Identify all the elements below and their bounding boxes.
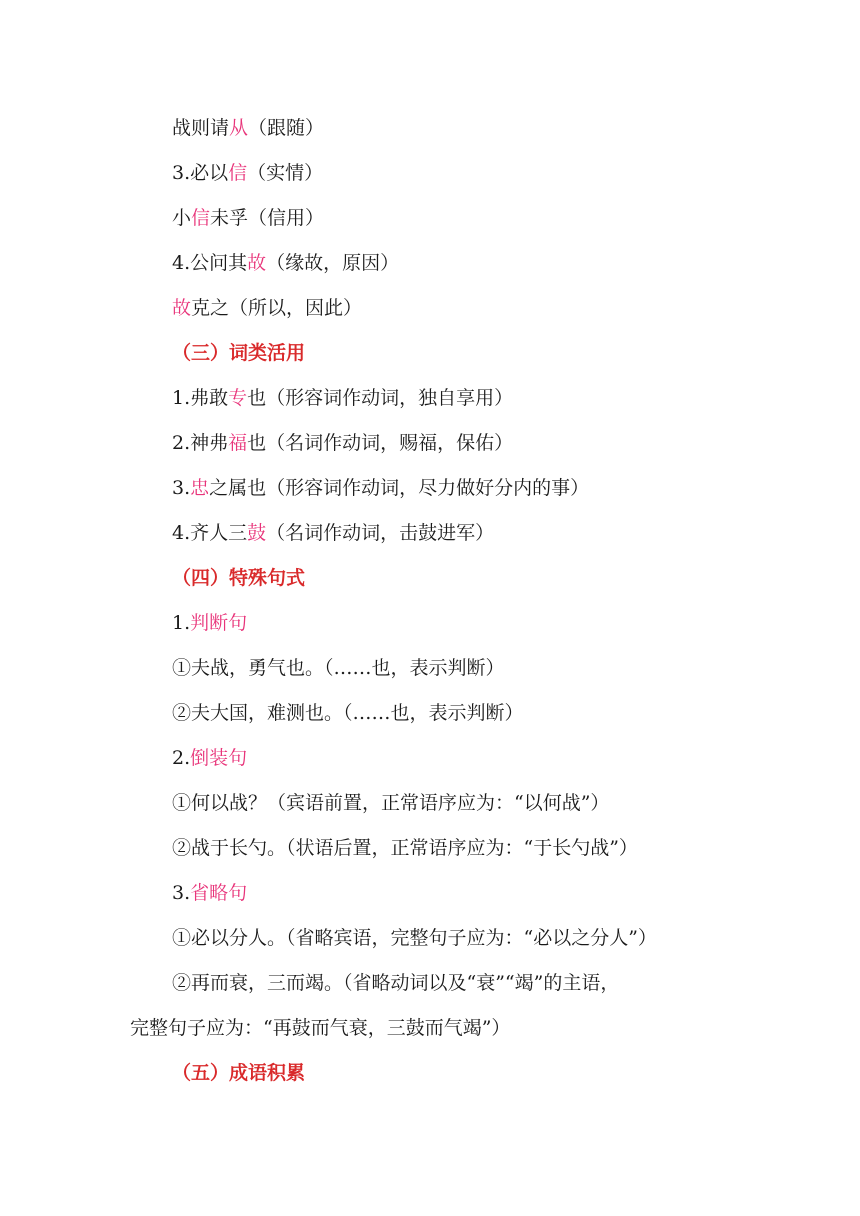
line-text: 2.神弗 [172, 432, 229, 454]
line-text: （实情） [247, 162, 324, 184]
word-class-item-4 [172, 519, 494, 547]
line-text: 4.齐人三 [172, 522, 248, 544]
sentence-type-judgment [172, 609, 247, 637]
line-text: 小 [172, 207, 192, 229]
section-heading-word-class: （三）词类活用 [172, 342, 306, 364]
line-text: 未孚（信用） [210, 207, 325, 229]
word-class-item-3 [172, 474, 589, 502]
highlighted-word: 福 [228, 432, 248, 454]
line-text: 也（形容词作动词，独自享用） [247, 387, 514, 409]
highlighted-word: 信 [191, 207, 211, 229]
line-text: （名词作动词，击鼓进军） [266, 522, 495, 544]
vocab-line-gu-2 [172, 294, 362, 322]
inversion-example-1: ①何以战？（宾语前置，正常语序应为：“以何战”） [172, 792, 610, 814]
line-text: 3. [172, 477, 191, 499]
word-class-item-1 [172, 384, 513, 412]
line-text: （缘故，原因） [266, 252, 400, 274]
vocab-line-cong [172, 114, 324, 142]
word-class-item-2 [172, 429, 513, 457]
line-text: 4.公问其 [172, 252, 248, 274]
highlighted-word: 鼓 [247, 522, 267, 544]
highlighted-word: 专 [228, 387, 248, 409]
section-heading-idioms: （五）成语积累 [172, 1062, 306, 1084]
judgment-example-2: ②夫大国，难测也。（……也，表示判断） [172, 702, 524, 724]
sentence-type-label: 省略句 [190, 882, 248, 904]
sentence-type-label: 倒装句 [190, 747, 248, 769]
omission-example-2: ②再而衰，三而竭。（省略动词以及“衰”“竭”的主语， [172, 972, 620, 994]
highlighted-word: 从 [229, 117, 249, 139]
item-number: 1. [172, 612, 191, 634]
line-text: 战则请 [172, 117, 230, 139]
line-text: 也（名词作动词，赐福，保佑） [247, 432, 514, 454]
line-text: 之属也（形容词作动词，尽力做好分内的事） [209, 477, 590, 499]
vocab-line-xin-1 [172, 159, 323, 187]
omission-example-1: ①必以分人。（省略宾语，完整句子应为：“必以之分人”） [172, 927, 657, 949]
line-text: 克之（所以，因此） [191, 297, 363, 319]
highlighted-word: 故 [172, 297, 192, 319]
highlighted-word: 忠 [190, 477, 210, 499]
sentence-type-inversion [172, 744, 247, 772]
inversion-example-2: ②战于长勺。（状语后置，正常语序应为：“于长勺战”） [172, 837, 638, 859]
item-number: 2. [172, 747, 191, 769]
vocab-line-gu-1 [172, 249, 399, 277]
highlighted-word: 故 [247, 252, 267, 274]
line-text: 3.必以 [172, 162, 229, 184]
item-number: 3. [172, 882, 191, 904]
section-heading-special-sentences: （四）特殊句式 [172, 567, 306, 589]
omission-example-2-continued: 完整句子应为：“再鼓而气衰，三鼓而气竭”） [130, 1017, 511, 1039]
line-text: 1.弗敢 [172, 387, 229, 409]
line-text: （跟随） [248, 117, 325, 139]
sentence-type-label: 判断句 [190, 612, 248, 634]
vocab-line-xin-2 [172, 204, 324, 232]
highlighted-word: 信 [228, 162, 248, 184]
judgment-example-1: ①夫战，勇气也。（……也，表示判断） [172, 657, 505, 679]
sentence-type-omission [172, 879, 247, 907]
